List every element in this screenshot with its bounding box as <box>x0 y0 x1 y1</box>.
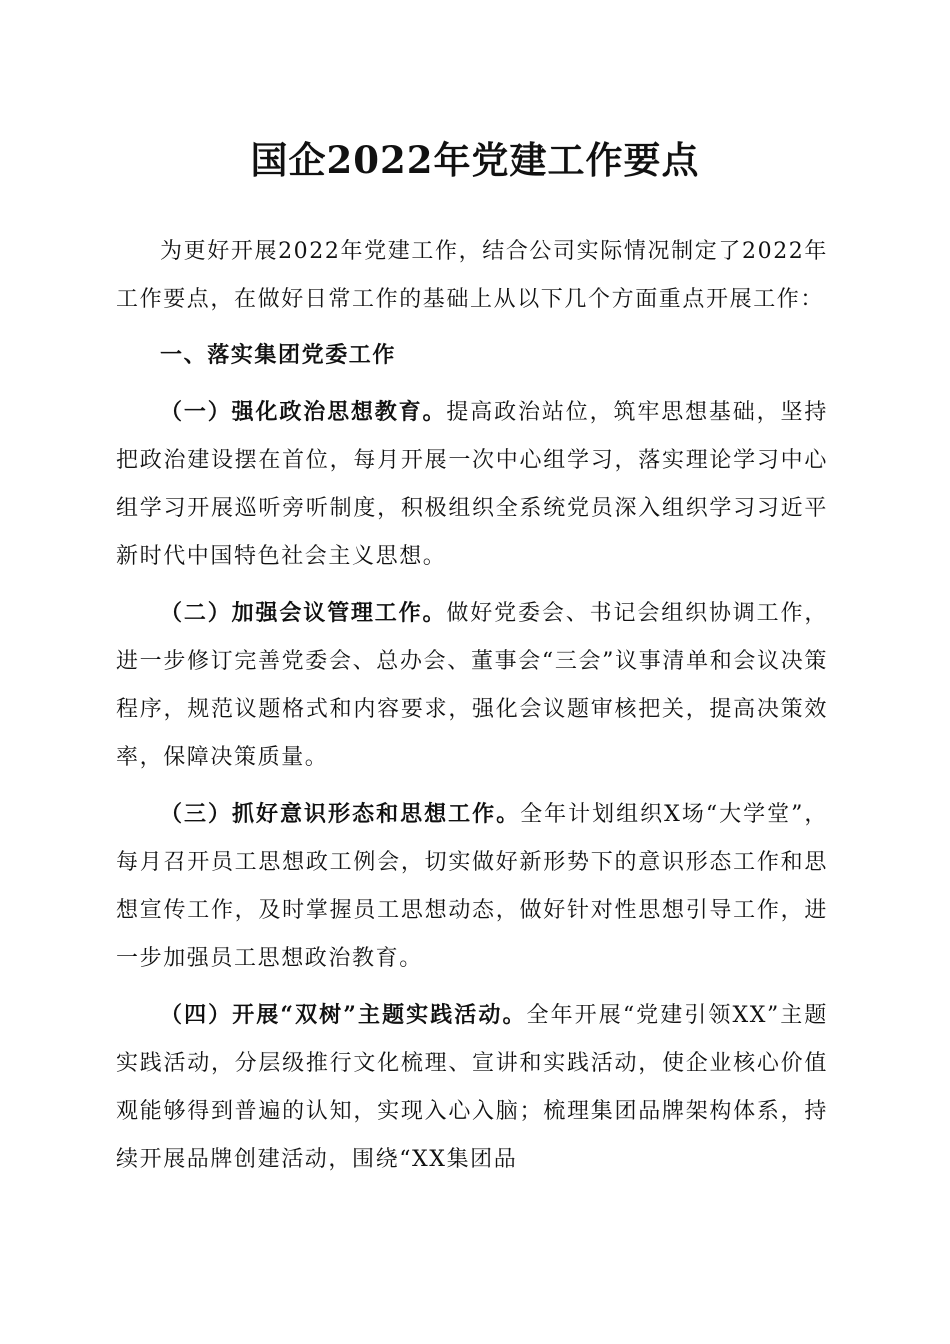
section-heading-1: 一、落实集团党委工作 <box>160 343 397 368</box>
item-lead-4: （四）开展“双树”主题实践活动。 <box>160 1002 527 1028</box>
item-paragraph-3 <box>116 790 828 983</box>
item-paragraph-2 <box>116 589 828 782</box>
item-paragraph-4 <box>116 991 828 1184</box>
item-paragraph-1 <box>116 388 828 581</box>
item-text-2: 做好党委会、书记会组织协调工作，进一步修订完善党委会、总办会、董事会“三会”议事清单和会议决策程序，规范议题格式和内容要求，强化会议题审核把关，提高决策效率，保障决策质量。 <box>116 601 829 770</box>
document-body <box>116 228 828 1192</box>
document-title: 国企2022年党建工作要点 <box>250 138 700 182</box>
item-text-1: 提高政治站位，筑牢思想基础，坚持把政治建设摆在首位，每月开展一次中心组学习，落实理论学习中心组学习开展巡听旁听制度，积极组织全系统党员深入组织学习习近平新时代中国特色社会主义思想。 <box>116 400 829 569</box>
item-text-3: 全年计划组织X场“大学堂”，每月召开员工思想政工例会，切实做好新形势下的意识形态工作和思想宣传工作，及时掌握员工思想动态，做好针对性思想引导工作，进一步加强员工思想政治教育。 <box>116 802 828 971</box>
item-lead-3: （三）抓好意识形态和思想工作。 <box>160 801 521 827</box>
item-text-4: 全年开展“党建引领XX”主题实践活动，分层级推行文化梳理、宣讲和实践活动，使企业核心价值观能够得到普遍的认知，实现入心入脑；梳理集团品牌架构体系，持续开展品牌创建活动，围绕“XX集团品 <box>116 1003 828 1172</box>
item-lead-2: （二）加强会议管理工作。 <box>160 600 447 626</box>
item-lead-1: （一）强化政治思想教育。 <box>160 399 447 425</box>
intro-paragraph: 为更好开展2022年党建工作，结合公司实际情况制定了2022年工作要点，在做好日常工作的基础上从以下几个方面重点开展工作： <box>116 239 828 312</box>
